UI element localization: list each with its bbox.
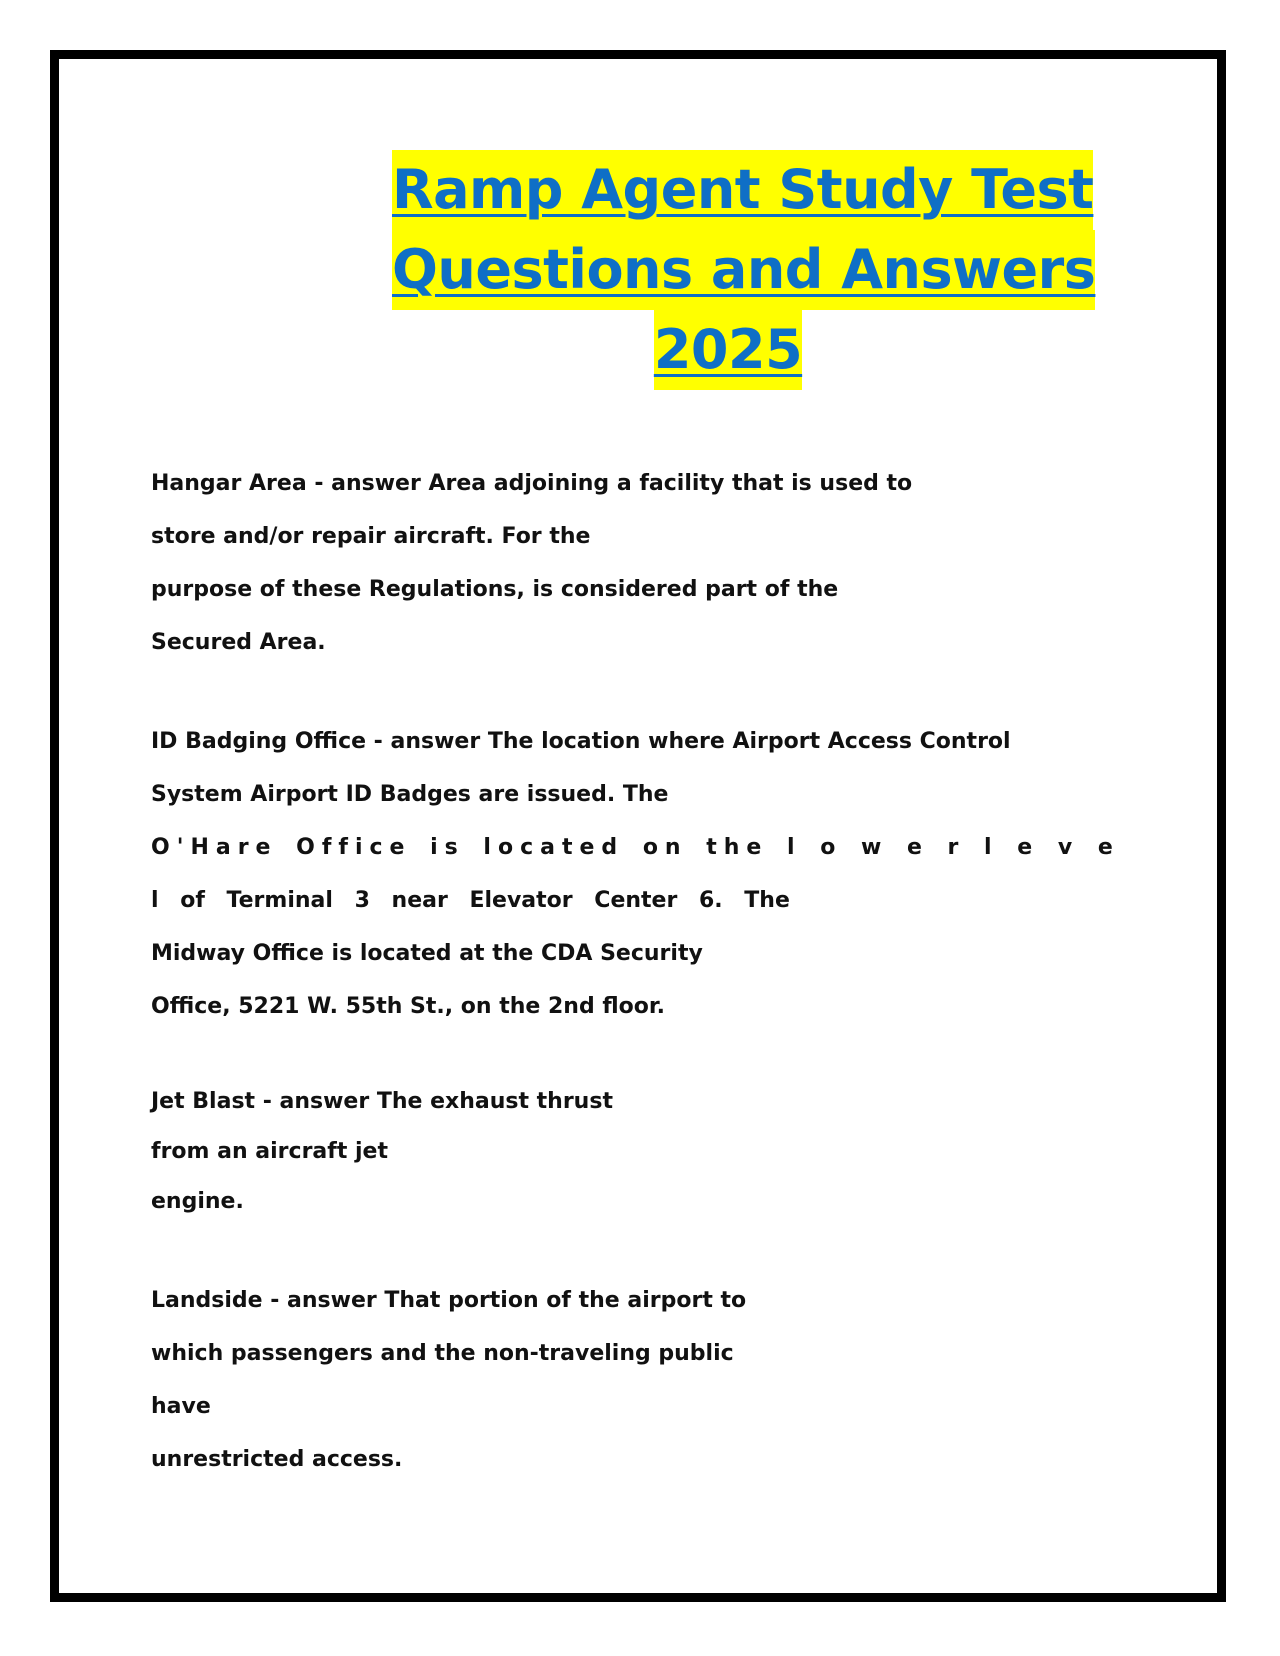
entry-line: Midway Office is located at the CDA Security (151, 941, 703, 966)
entry-line: Hangar Area - answer Area adjoining a facility that is used to (151, 471, 913, 496)
title-line-1: Ramp Agent Study Test (392, 150, 1093, 230)
entry-id-badging-office (151, 715, 1120, 1033)
title-line-2: Questions and Answers (392, 230, 1095, 310)
entry-line: which passengers and the non-traveling public (151, 1341, 734, 1366)
entry-line: System Airport ID Badges are issued. The (151, 782, 669, 807)
entry-line: O'Hare Office is located on the l o w e r l e v e (151, 835, 1120, 860)
entry-line: unrestricted access. (151, 1447, 403, 1472)
entry-line: Office, 5221 W. 55th St., on the 2nd floor. (151, 994, 665, 1019)
entry-landside (151, 1274, 971, 1486)
entry-line: store and/or repair aircraft. For the (151, 524, 591, 549)
entry-line: purpose of these Regulations, is considered part of the (151, 577, 839, 602)
entry-line: l of Terminal 3 near Elevator Center 6. The (151, 888, 790, 913)
entry-line: Secured Area. (151, 630, 326, 655)
entry-hangar-area (151, 457, 971, 669)
entry-line: Landside - answer That portion of the airport to (151, 1288, 747, 1313)
document-title (392, 150, 1096, 390)
entry-jet-blast (151, 1077, 971, 1227)
entry-line: ID Badging Office - answer The location where Airport Access Control (151, 729, 1011, 754)
entry-line: have (151, 1394, 211, 1419)
entry-line: from an aircraft jet (151, 1139, 388, 1164)
entry-line: engine. (151, 1189, 244, 1214)
title-line-3: 2025 (654, 310, 802, 390)
entry-line: Jet Blast - answer The exhaust thrust (151, 1089, 613, 1114)
